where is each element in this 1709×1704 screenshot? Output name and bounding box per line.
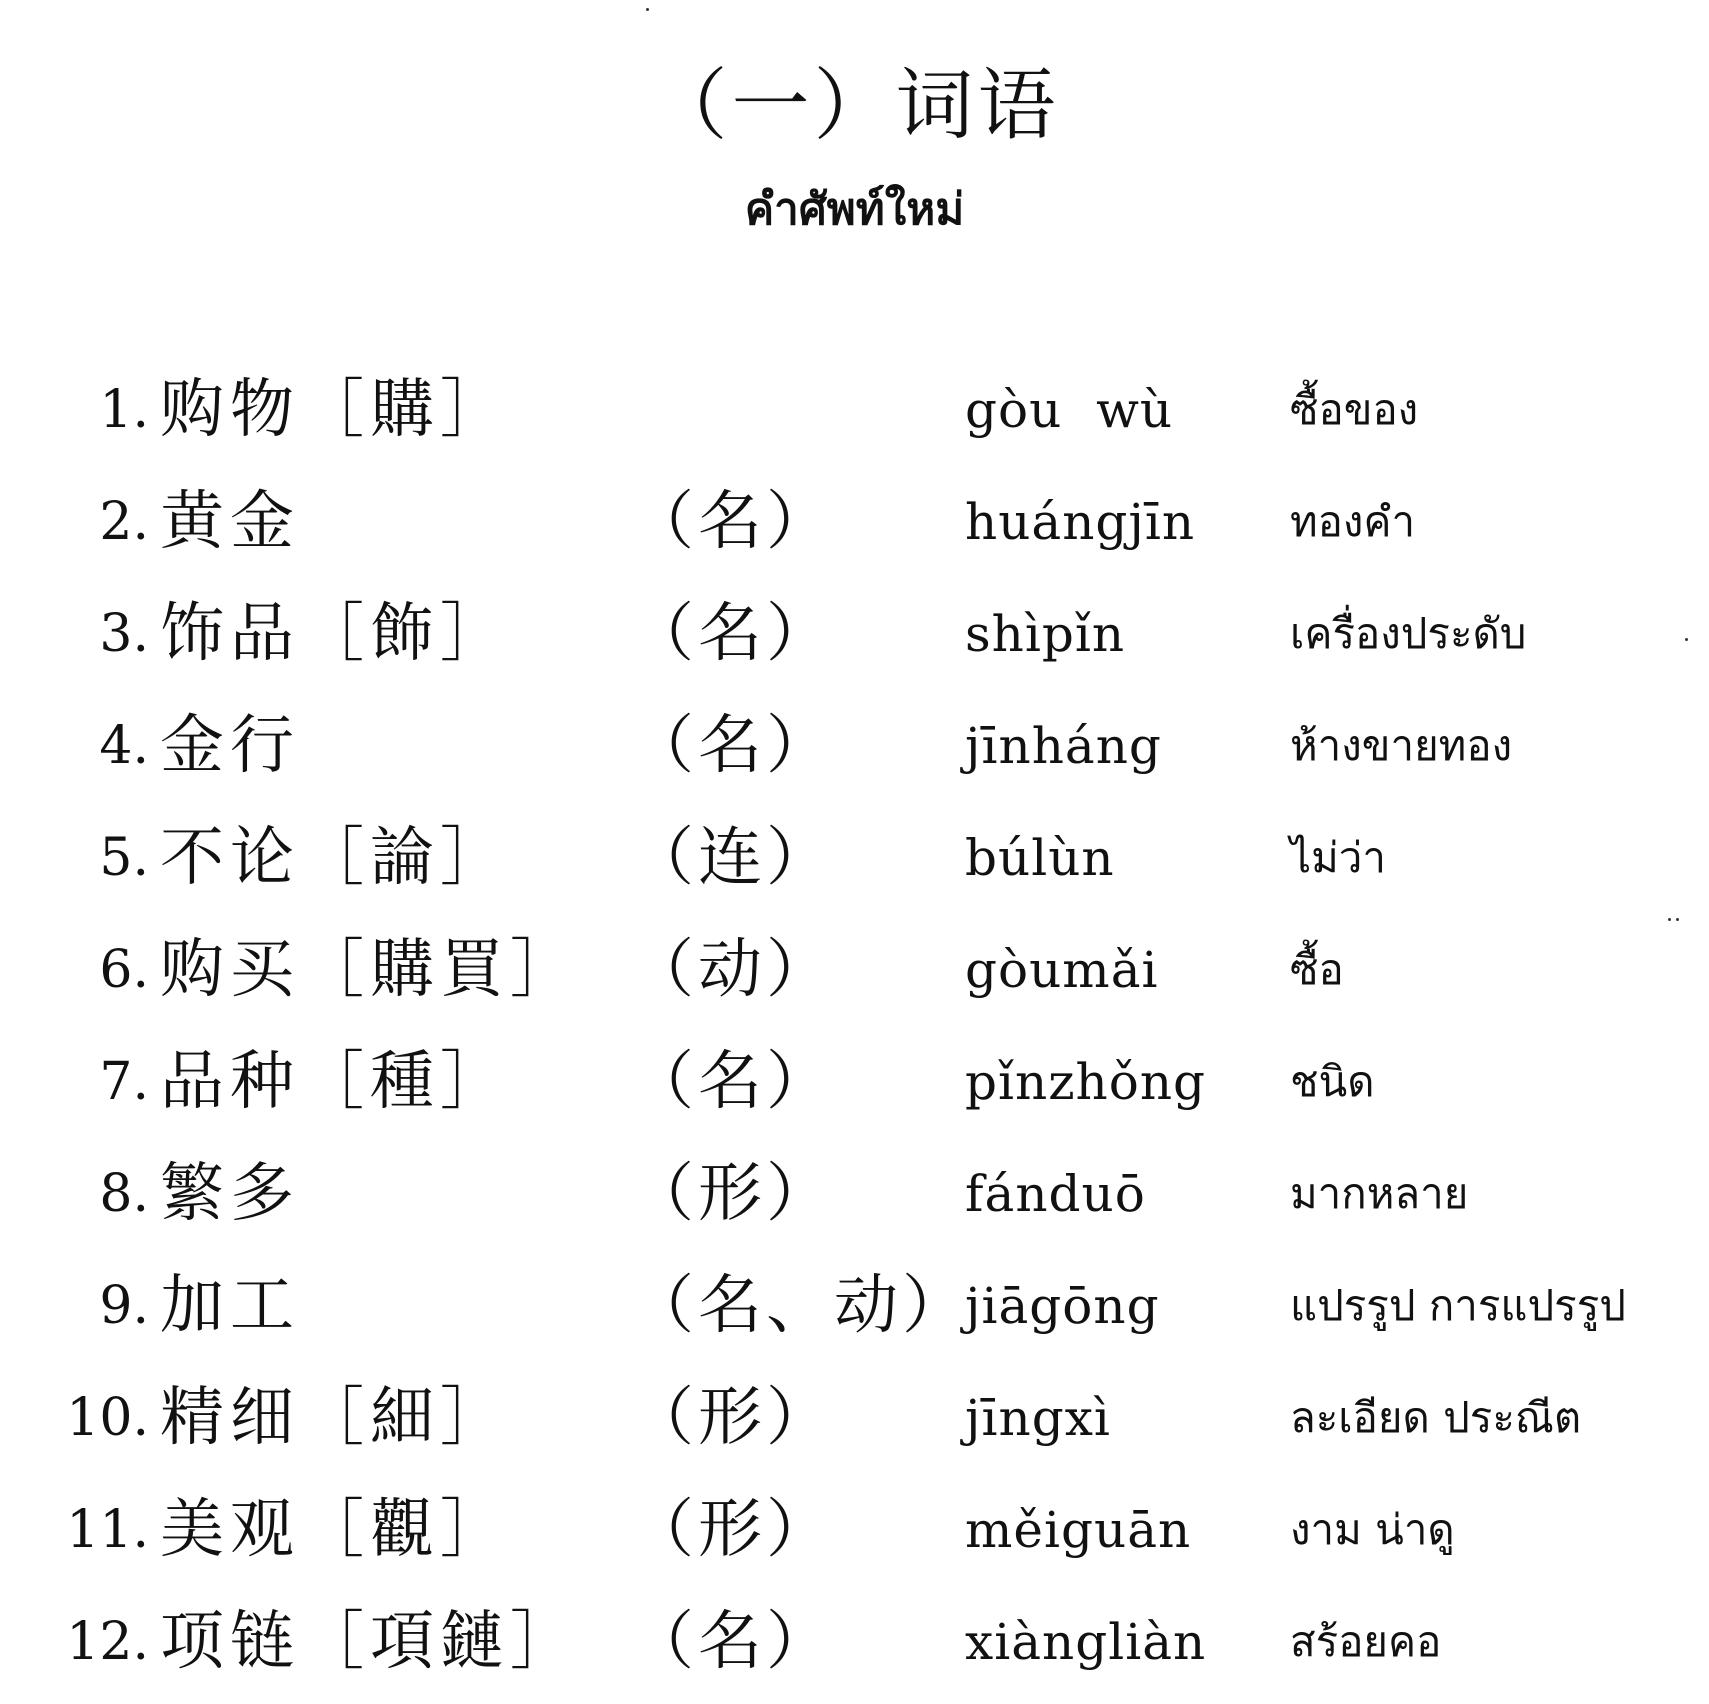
pinyin: xiàngliàn (965, 1613, 1207, 1671)
pinyin: jīnháng (965, 717, 1162, 775)
chinese-word: 繁多 (160, 1157, 300, 1231)
part-of-speech: （名） (630, 1045, 834, 1119)
pinyin: jiāgōng (965, 1277, 1160, 1335)
pinyin: huángjīn (965, 493, 1196, 551)
entry-number: 7. (99, 1052, 149, 1112)
pinyin: shìpǐn (965, 605, 1126, 663)
chinese-word: 品种［種］ (160, 1045, 510, 1119)
chinese-word: 加工 (160, 1269, 300, 1343)
vocab-row (0, 360, 1709, 460)
thai-meaning: งาม น่าดู (1290, 1505, 1455, 1554)
scan-speck (1685, 638, 1688, 641)
thai-meaning: ไม่ว่า (1290, 833, 1386, 882)
vocab-row (0, 1144, 1709, 1244)
section-subtitle: คำศัพท์ใหม่ (744, 184, 965, 235)
entry-number: 9. (99, 1276, 149, 1336)
thai-meaning: เครื่องประดับ (1290, 609, 1527, 658)
vocab-row (0, 584, 1709, 684)
part-of-speech: （名） (630, 597, 834, 671)
entry-number: 3. (99, 604, 149, 664)
pinyin: jīngxì (965, 1389, 1111, 1447)
part-of-speech: （名） (630, 485, 834, 559)
part-of-speech: （名） (630, 1605, 834, 1679)
thai-meaning: สร้อยคอ (1290, 1617, 1442, 1666)
thai-meaning: ทองคำ (1290, 497, 1416, 546)
pinyin: pǐnzhǒng (965, 1053, 1207, 1111)
part-of-speech: （形） (630, 1381, 834, 1455)
vocab-row (0, 1480, 1709, 1580)
thai-meaning: ชนิด (1290, 1057, 1375, 1106)
chinese-word: 项链［項鏈］ (160, 1605, 580, 1679)
pinyin: gòu wù (965, 381, 1174, 439)
thai-meaning: ห้างขายทอง (1290, 721, 1513, 770)
thai-meaning: ซื้อ (1290, 945, 1344, 994)
vocab-row (0, 808, 1709, 908)
chinese-word: 购物［購］ (160, 373, 510, 447)
vocab-row (0, 920, 1709, 1020)
part-of-speech: （连） (630, 821, 834, 895)
entry-number: 1. (99, 380, 149, 440)
entry-number: 8. (99, 1164, 149, 1224)
vocab-row (0, 1368, 1709, 1468)
scan-speck (1676, 918, 1679, 921)
pinyin: měiguān (965, 1501, 1192, 1559)
vocab-row (0, 1592, 1709, 1692)
entry-number: 6. (99, 940, 149, 1000)
section-title: （一）词语 (649, 61, 1060, 151)
vocab-row (0, 696, 1709, 796)
part-of-speech: （名） (630, 709, 834, 783)
chinese-word: 美观［觀］ (160, 1493, 510, 1567)
thai-meaning: แปรรูป การแปรรูป (1290, 1281, 1626, 1330)
pinyin: gòumǎi (965, 941, 1159, 999)
vocab-row (0, 1032, 1709, 1132)
scan-speck (1668, 918, 1671, 921)
thai-meaning: มากหลาย (1290, 1169, 1469, 1218)
pinyin: búlùn (965, 829, 1115, 887)
chinese-word: 饰品［飾］ (160, 597, 510, 671)
vocab-row (0, 1256, 1709, 1356)
chinese-word: 金行 (160, 709, 300, 783)
vocab-row (0, 472, 1709, 572)
part-of-speech: （形） (630, 1493, 834, 1567)
entry-number: 11. (66, 1500, 149, 1560)
chinese-word: 黄金 (160, 485, 300, 559)
chinese-word: 不论［論］ (160, 821, 510, 895)
part-of-speech: （形） (630, 1157, 834, 1231)
entry-number: 2. (99, 492, 149, 552)
chinese-word: 购买［購買］ (160, 933, 580, 1007)
thai-meaning: ละเอียด ประณีต (1290, 1393, 1582, 1442)
chinese-word: 精细［細］ (160, 1381, 510, 1455)
part-of-speech: （动） (630, 933, 834, 1007)
entry-number: 5. (99, 828, 149, 888)
entry-number: 10. (66, 1388, 149, 1448)
scan-speck (646, 8, 649, 11)
part-of-speech: （名、动） (630, 1269, 970, 1343)
entry-number: 12. (66, 1612, 149, 1672)
entry-number: 4. (99, 716, 149, 776)
pinyin: fánduō (965, 1165, 1146, 1223)
thai-meaning: ซื้อของ (1290, 385, 1419, 434)
